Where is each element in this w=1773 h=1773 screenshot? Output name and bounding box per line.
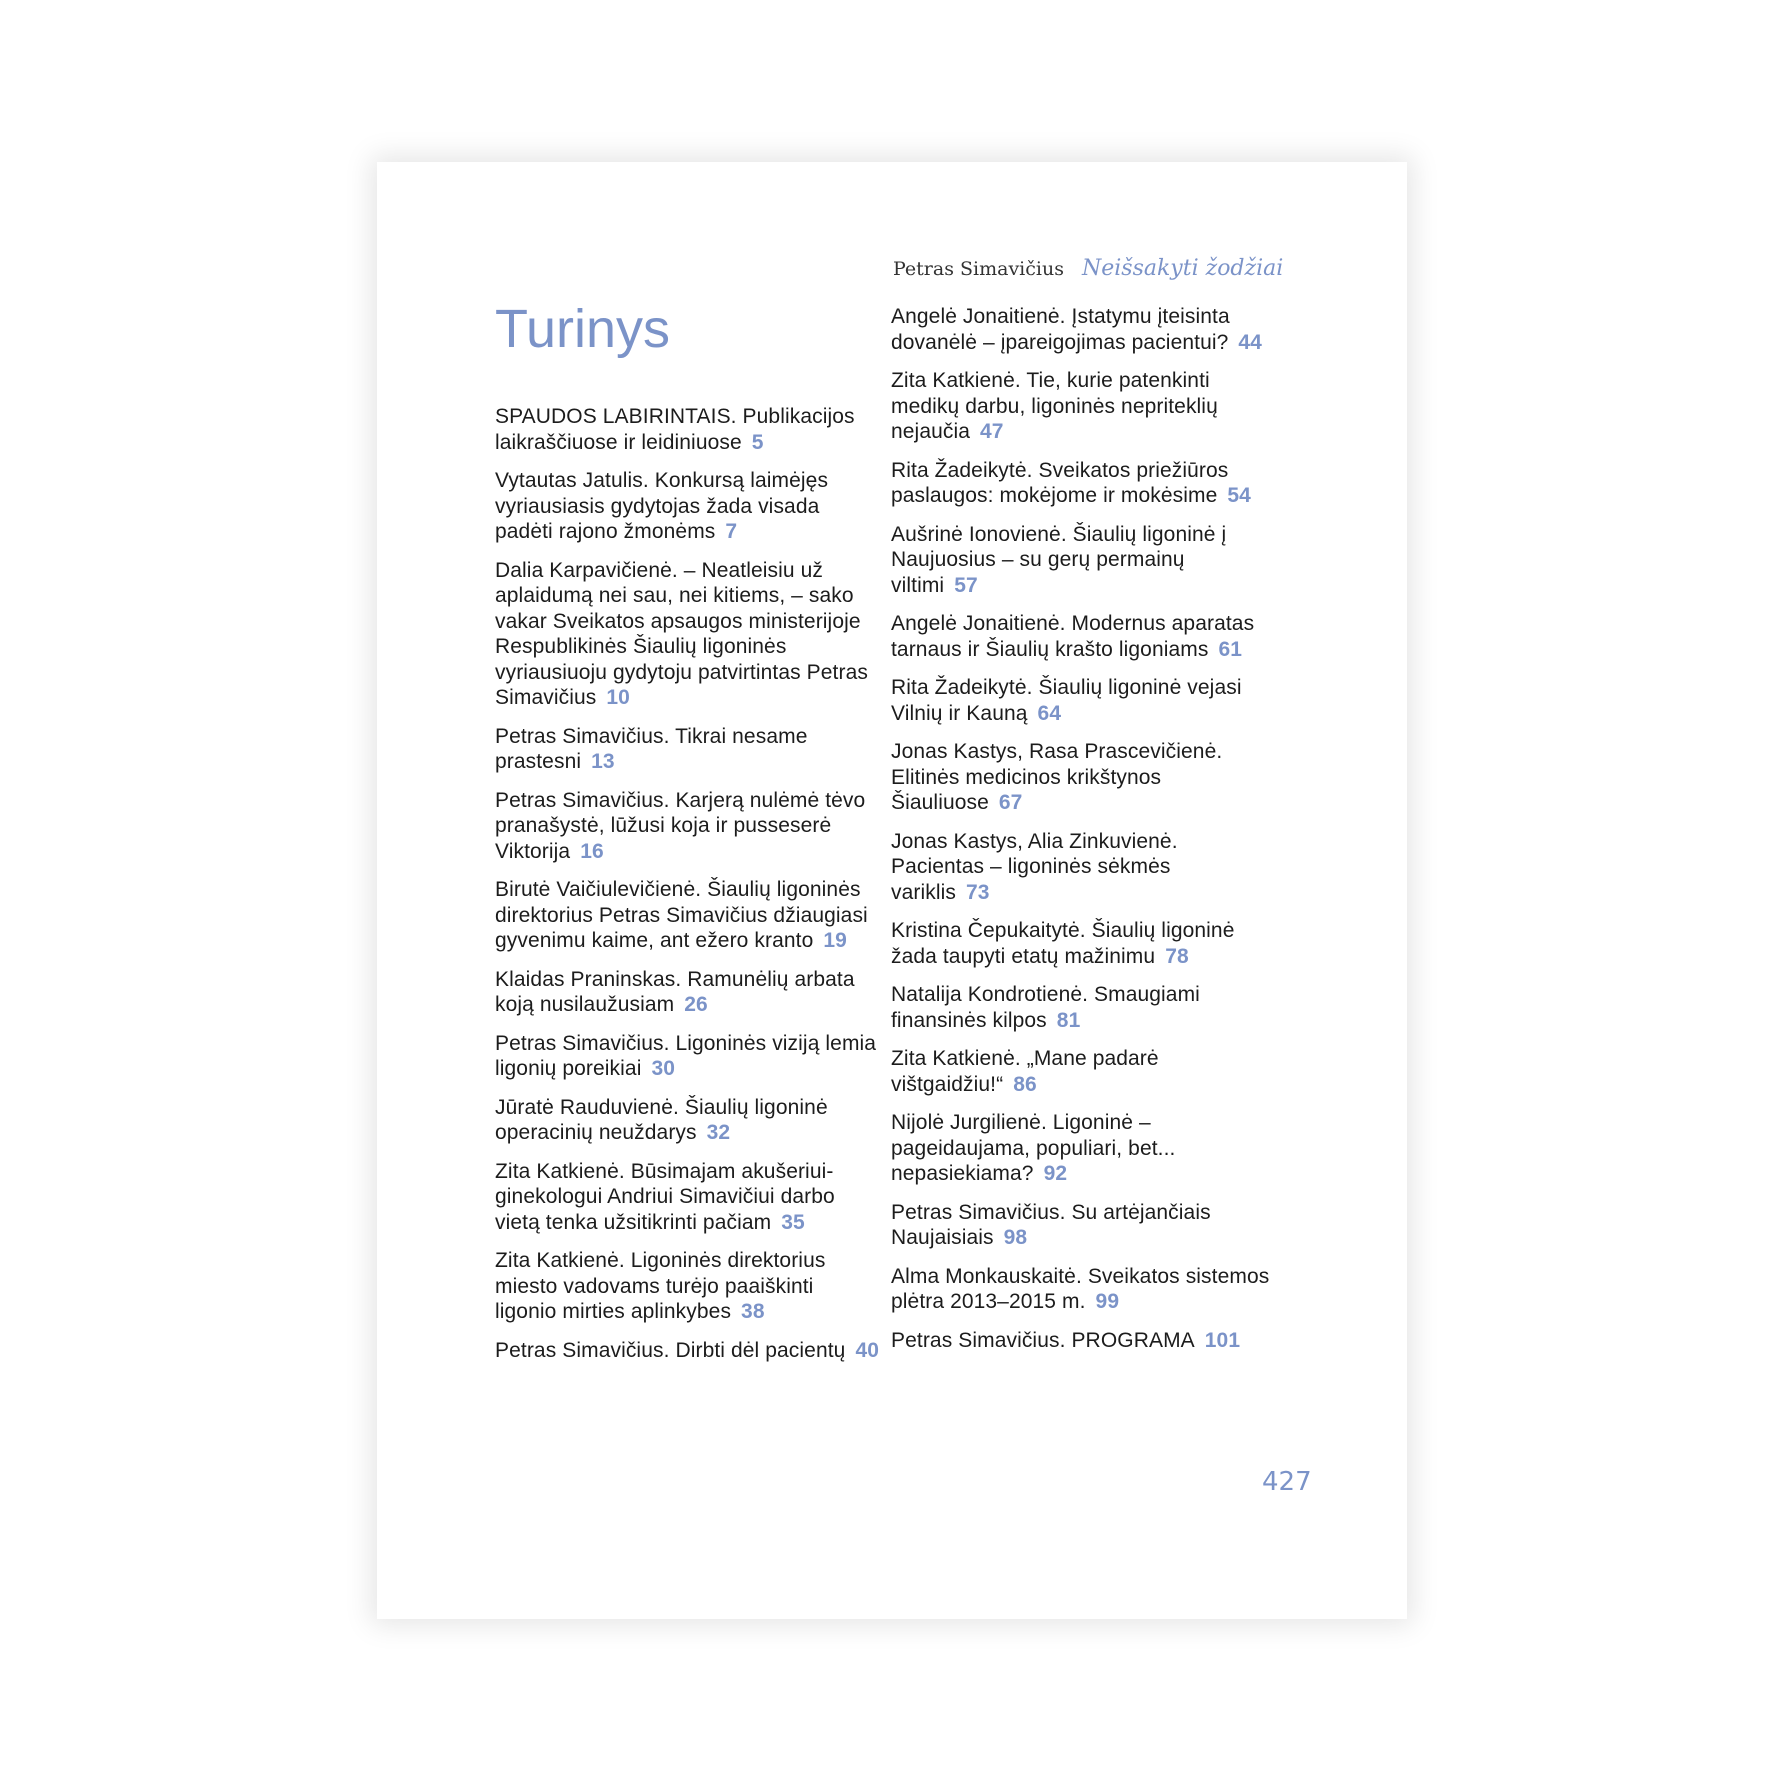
toc-entry-text: Jonas Kastys, Alia Zinkuvienė. Pacientas – ligoninės sėkmės variklis [891,829,1178,904]
toc-entry [495,1031,880,1082]
toc-entry-page: 101 [1204,1328,1241,1352]
toc-entry-text: Zita Katkienė. Būsimajam akušeriui-ginekologui Andriui Simavičiui darbo vietą tenka užsitikrinti pačiam [495,1159,835,1234]
toc-entry-page: 86 [1013,1072,1037,1096]
toc-entry-text: Nijolė Jurgilienė. Ligoninė – pageidaujama, populiari, bet... nepasiekiama? [891,1111,1176,1185]
toc-entry [495,1159,880,1236]
toc-title: Turinys [495,299,671,359]
toc-entry [891,675,1271,726]
toc-entry [495,1338,880,1364]
toc-entry-page: 78 [1165,944,1189,968]
toc-entry [891,1264,1271,1315]
toc-left-column [495,404,880,1376]
toc-entry-text: Natalija Kondrotienė. Smaugiami finansinės kilpos [891,983,1200,1032]
toc-entry [891,829,1271,906]
toc-entry-page: 16 [580,839,604,863]
book-page [377,162,1407,1619]
toc-entry-text: Klaidas Praninskas. Ramunėlių arbata koją nusilaužusiam [495,967,855,1016]
toc-entry-text: Rita Žadeikytė. Šiaulių ligoninė vejasi Vilnių ir Kauną [891,676,1242,725]
toc-entry [495,967,880,1018]
toc-entry-page: 26 [684,993,708,1016]
toc-entry-text: Kristina Čepukaitytė. Šiaulių ligoninė žada taupyti etatų mažinimu [891,919,1235,968]
toc-entry [891,1200,1271,1251]
toc-entry-page: 32 [706,1121,731,1144]
toc-entry [891,522,1271,599]
toc-entry-page: 44 [1238,330,1262,354]
page-number: 427 [1262,1467,1312,1497]
toc-entry [495,877,880,954]
toc-entry [891,739,1271,816]
toc-right-column [891,304,1271,1366]
toc-entry-page: 57 [954,573,978,597]
toc-entry [495,558,880,711]
toc-entry [495,404,880,455]
toc-entry-page: 5 [751,430,764,454]
toc-entry-page: 61 [1218,637,1243,661]
toc-entry [495,1248,880,1325]
running-head-book-title: Neišsakyti žodžiai [1081,256,1284,281]
toc-entry [891,1328,1271,1354]
toc-entry [891,304,1271,355]
toc-entry-text: Petras Simavičius. Karjerą nulėmė tėvo pranašystė, lūžusi koja ir pusseserė Viktorija [495,788,866,863]
toc-entry-text: Petras Simavičius. Dirbti dėl pacientų [495,1338,846,1362]
toc-entry-page: 92 [1043,1162,1068,1185]
toc-entry [891,368,1271,445]
toc-entry-page: 7 [725,520,738,543]
toc-entry-page: 47 [980,420,1004,443]
toc-entry-page: 67 [998,791,1023,814]
toc-entry [495,1095,880,1146]
toc-entry-page: 10 [606,686,630,709]
toc-entry-text: Dalia Karpavičienė. – Neatleisiu už aplaidumą nei sau, nei kitiems, – sako vakar Sveikatos apsaugos ministerijoje Respublikinės Šiaulių ligoninės vyriausiuoju gydytoju patvirtintas Petras Simavičius [495,558,868,709]
toc-entry-page: 81 [1056,1008,1081,1032]
toc-entry-page: 19 [823,929,847,952]
toc-entry-page: 13 [591,750,615,773]
toc-entry-text: SPAUDOS LABIRINTAIS. Publikacijos laikraščiuose ir leidiniuose [495,405,855,454]
toc-entry-page: 30 [651,1057,676,1080]
toc-entry [891,918,1271,969]
toc-entry-page: 64 [1037,701,1062,725]
toc-entry-text: Zita Katkienė. Ligoninės direktorius miesto vadovams turėjo paaiškinti ligonio mirties aplinkybes [495,1249,826,1323]
toc-entry-text: Petras Simavičius. PROGRAMA [891,1328,1195,1352]
toc-entry-text: Petras Simavičius. Tikrai nesame prastesni [495,724,808,773]
toc-entry [891,1046,1271,1097]
toc-entry-text: Birutė Vaičiulevičienė. Šiaulių ligoninės direktorius Petras Simavičius džiaugiasi gyvenimu kaime, ant ežero kranto [495,878,868,952]
toc-entry-text: Jonas Kastys, Rasa Prascevičienė. Elitinės medicinos krikštynos Šiauliuose [891,740,1223,814]
toc-entry-text: Petras Simavičius. Su artėjančiais Naujaisiais [891,1200,1211,1249]
toc-entry [891,458,1271,509]
toc-entry-page: 35 [781,1210,805,1234]
toc-entry-text: Alma Monkauskaitė. Sveikatos sistemos plėtra 2013–2015 m. [891,1264,1270,1313]
toc-entry-page: 99 [1095,1290,1120,1313]
toc-entry-page: 40 [855,1338,880,1362]
toc-entry-page: 54 [1227,484,1251,507]
running-head [893,256,1283,281]
toc-entry-page: 73 [965,880,990,904]
toc-entry [891,982,1271,1033]
toc-entry-text: Vytautas Jatulis. Konkursą laimėjęs vyriausiasis gydytojas žada visada padėti rajono žmonėms [495,469,829,543]
toc-entry [495,788,880,865]
toc-entry-text: Aušrinė Ionovienė. Šiaulių ligoninė į Naujuosius – su gerų permainų viltimi [891,522,1227,597]
toc-entry-text: Angelė Jonaitienė. Modernus aparatas tarnaus ir Šiaulių krašto ligoniams [891,612,1255,661]
toc-entry [495,468,880,545]
toc-entry-text: Angelė Jonaitienė. Įstatymu įteisinta dovanėlė – įpareigojimas pacientui? [891,305,1230,354]
toc-entry-text: Zita Katkienė. Tie, kurie patenkinti medikų darbu, ligoninės nepriteklių nejaučia [891,369,1218,443]
toc-entry-text: Jūratė Rauduvienė. Šiaulių ligoninė operacinių neuždarys [495,1095,828,1144]
toc-entry-text: Rita Žadeikytė. Sveikatos priežiūros paslaugos: mokėjome ir mokėsime [891,458,1229,507]
toc-entry-text: Petras Simavičius. Ligoninės viziją lemia ligonių poreikiai [495,1031,877,1080]
toc-entry-page: 98 [1003,1226,1028,1249]
toc-entry-page: 38 [741,1300,765,1323]
toc-entry [891,611,1271,662]
toc-entry-text: Zita Katkienė. „Mane padarė vištgaidžiu!“ [891,1047,1159,1096]
toc-entry [891,1110,1271,1187]
running-head-author: Petras Simavičius [893,258,1064,280]
toc-entry [495,724,880,775]
